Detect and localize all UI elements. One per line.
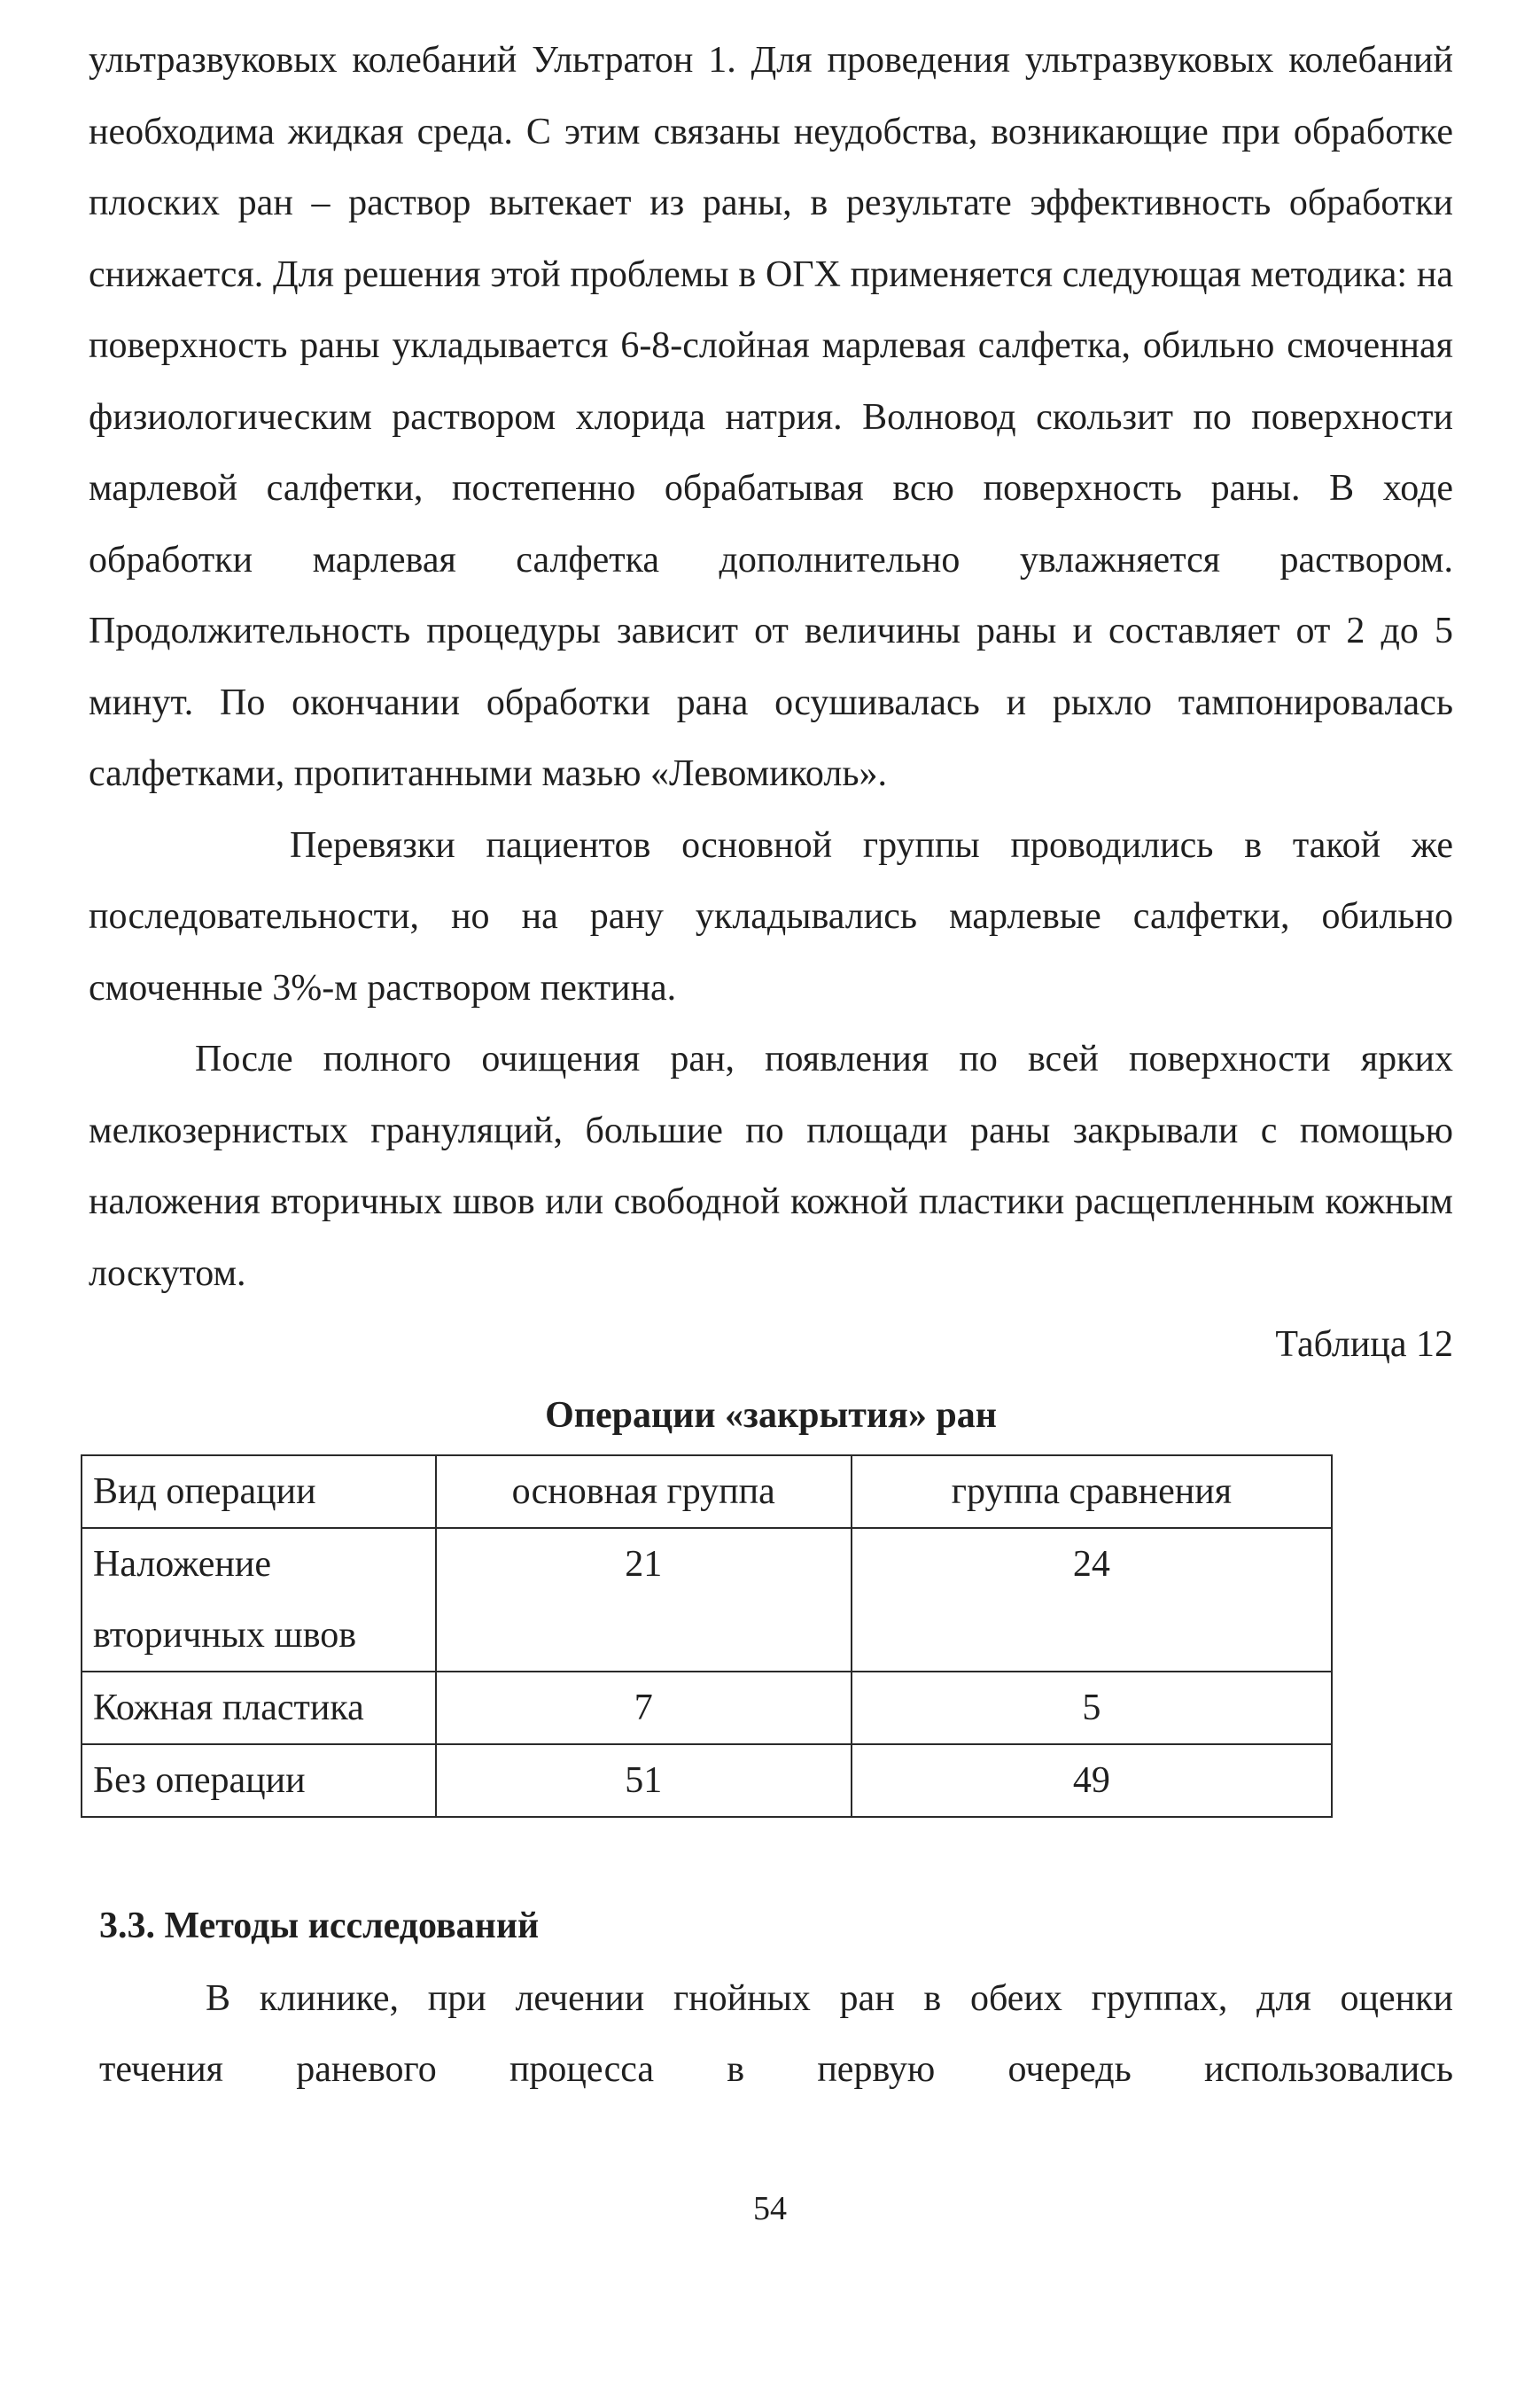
header-main-group: основная группа <box>436 1455 852 1528</box>
row-label: Наложение вторичных швов <box>82 1528 436 1672</box>
table-header-row <box>82 1455 1332 1528</box>
section-heading: 3.3. Методы исследований <box>99 1906 540 1946</box>
table-caption: Таблица 12 <box>1275 1324 1453 1365</box>
document-page <box>89 25 1453 2105</box>
row-label: Кожная пластика <box>82 1672 436 1744</box>
row-label: Без операции <box>82 1744 436 1817</box>
paragraph-line: течения раневого процесса в первую очередь использовались <box>99 2049 1453 2090</box>
header-comparison-group: группа сравнения <box>852 1455 1332 1528</box>
wound-closure-table <box>81 1454 1333 1818</box>
paragraph-main-group-dressings: Перевязки пациентов основной группы проводились в такой же последовательности, но на рану укладывались марлевые салфетки, обильно смоченные 3%-м раствором пектина. <box>89 824 1453 1009</box>
main-group-value: 7 <box>436 1672 852 1744</box>
main-group-value: 51 <box>436 1744 852 1817</box>
header-operation-type: Вид операции <box>82 1455 436 1528</box>
comparison-group-value: 24 <box>852 1528 1332 1672</box>
comparison-group-value: 49 <box>852 1744 1332 1817</box>
paragraph-research-methods <box>99 1963 1453 2105</box>
table-row <box>82 1528 1332 1672</box>
table-row <box>82 1672 1332 1744</box>
paragraph-wound-closure: После полного очищения ран, появления по всей поверхности ярких мелкозернистых грануляций, большие по площади раны закрывали с помощью наложения вторичных швов или свободной кожной пластики расщепленным кожным лоскутом. <box>89 1039 1453 1294</box>
table-title: Операции «закрытия» ран <box>545 1395 997 1436</box>
page-number: 54 <box>753 2190 787 2227</box>
comparison-group-value: 5 <box>852 1672 1332 1744</box>
table-row <box>82 1744 1332 1817</box>
paragraph-line: В клинике, при лечении гнойных ран в обеих группах, для оценки <box>206 1978 1453 2019</box>
paragraph-ultrasound-method: ультразвуковых колебаний Ультратон 1. Для проведения ультразвуковых колебаний необходима жидкая среда. С этим связаны неудобства, возникающие при обработке плоских ран – раствор вытекает из раны, в результате эффективность обработки снижается. Для решения этой проблемы в ОГХ применяется следующая методика: на поверхность раны укладывается 6-8-слойная марлевая салфетка, обильно смоченная физиологическим раствором хлорида натрия. Волновод скользит по поверхности марлевой салфетки, постепенно обрабатывая всю поверхность раны. В ходе обработки марлевая салфетка дополнительно увлажняется раствором. Продолжительность процедуры зависит от величины раны и составляет от 2 до 5 минут. По окончании обработки рана осушивалась и рыхло тампонировалась салфетками, пропитанными мазью «Левомиколь». <box>89 40 1453 794</box>
main-group-value: 21 <box>436 1528 852 1672</box>
